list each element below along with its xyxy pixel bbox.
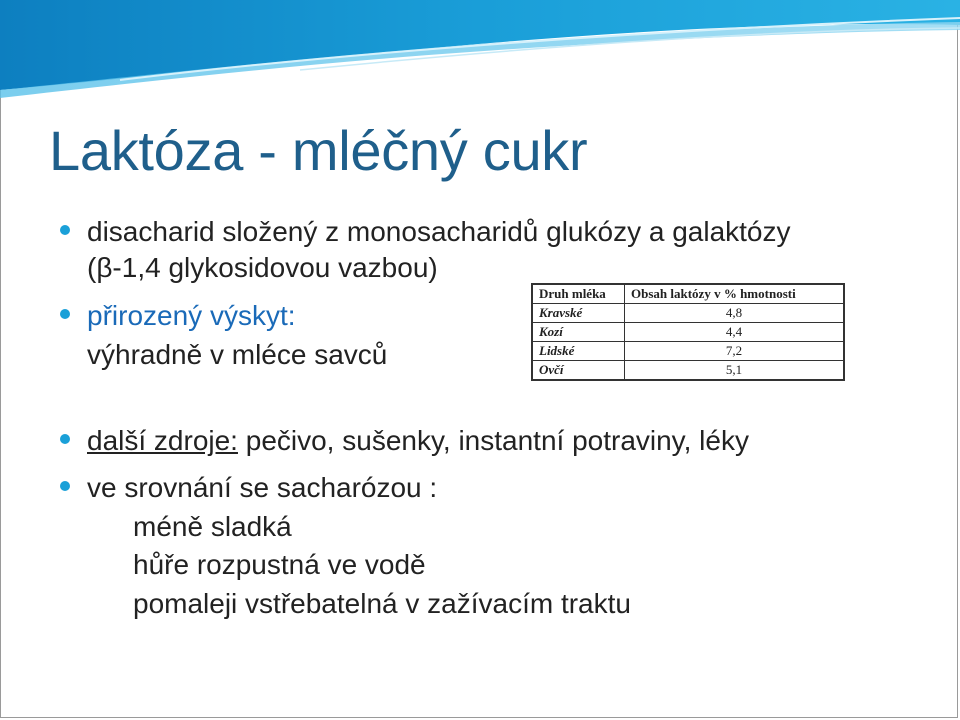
bullet-1-line-2: (β-1,4 glykosidovou vazbou) bbox=[87, 252, 438, 283]
table-row bbox=[532, 361, 844, 381]
table-cell-milk-type: Kravské bbox=[532, 304, 625, 323]
table-header-milk-type: Druh mléka bbox=[532, 284, 625, 304]
table-cell-lactose-value: 7,2 bbox=[625, 342, 845, 361]
bullet-icon bbox=[60, 481, 70, 491]
bullet-1-line-1: disacharid složený z monosacharidů glukózy a galaktózy bbox=[87, 216, 791, 247]
table-cell-lactose-value: 4,4 bbox=[625, 323, 845, 342]
bullet-2-line-2: výhradně v mléce savců bbox=[87, 339, 388, 370]
table-cell-milk-type: Ovčí bbox=[532, 361, 625, 381]
slide-title: Laktóza - mléčný cukr bbox=[49, 119, 588, 182]
bullet-4-line-1: ve srovnání se sacharózou : bbox=[87, 472, 438, 503]
bullet-3-text: pečivo, sušenky, instantní potraviny, léky bbox=[237, 425, 749, 456]
lactose-content-table bbox=[531, 283, 845, 381]
table-header-row bbox=[532, 284, 844, 304]
table-row bbox=[532, 342, 844, 361]
bullet-icon bbox=[60, 225, 70, 235]
bullet-4-line-4: pomaleji vstřebatelná v zažívacím traktu bbox=[133, 588, 631, 619]
table-cell-lactose-value: 4,8 bbox=[625, 304, 845, 323]
table-header-lactose-content: Obsah laktózy v % hmotnosti bbox=[625, 284, 845, 304]
bullet-3-line bbox=[87, 427, 749, 455]
bullet-icon bbox=[60, 309, 70, 319]
table-cell-lactose-value: 5,1 bbox=[625, 361, 845, 381]
table-row bbox=[532, 323, 844, 342]
bullet-2-line-1: přirozený výskyt: bbox=[87, 300, 296, 331]
bullet-4-line-3: hůře rozpustná ve vodě bbox=[133, 549, 426, 580]
bullet-icon bbox=[60, 434, 70, 444]
table-row bbox=[532, 304, 844, 323]
bullet-4-line-2: méně sladká bbox=[133, 511, 292, 542]
header-wave-decoration bbox=[0, 0, 960, 100]
table-cell-milk-type: Lidské bbox=[532, 342, 625, 361]
bullet-3-label: další zdroje: bbox=[87, 425, 238, 456]
table-cell-milk-type: Kozí bbox=[532, 323, 625, 342]
